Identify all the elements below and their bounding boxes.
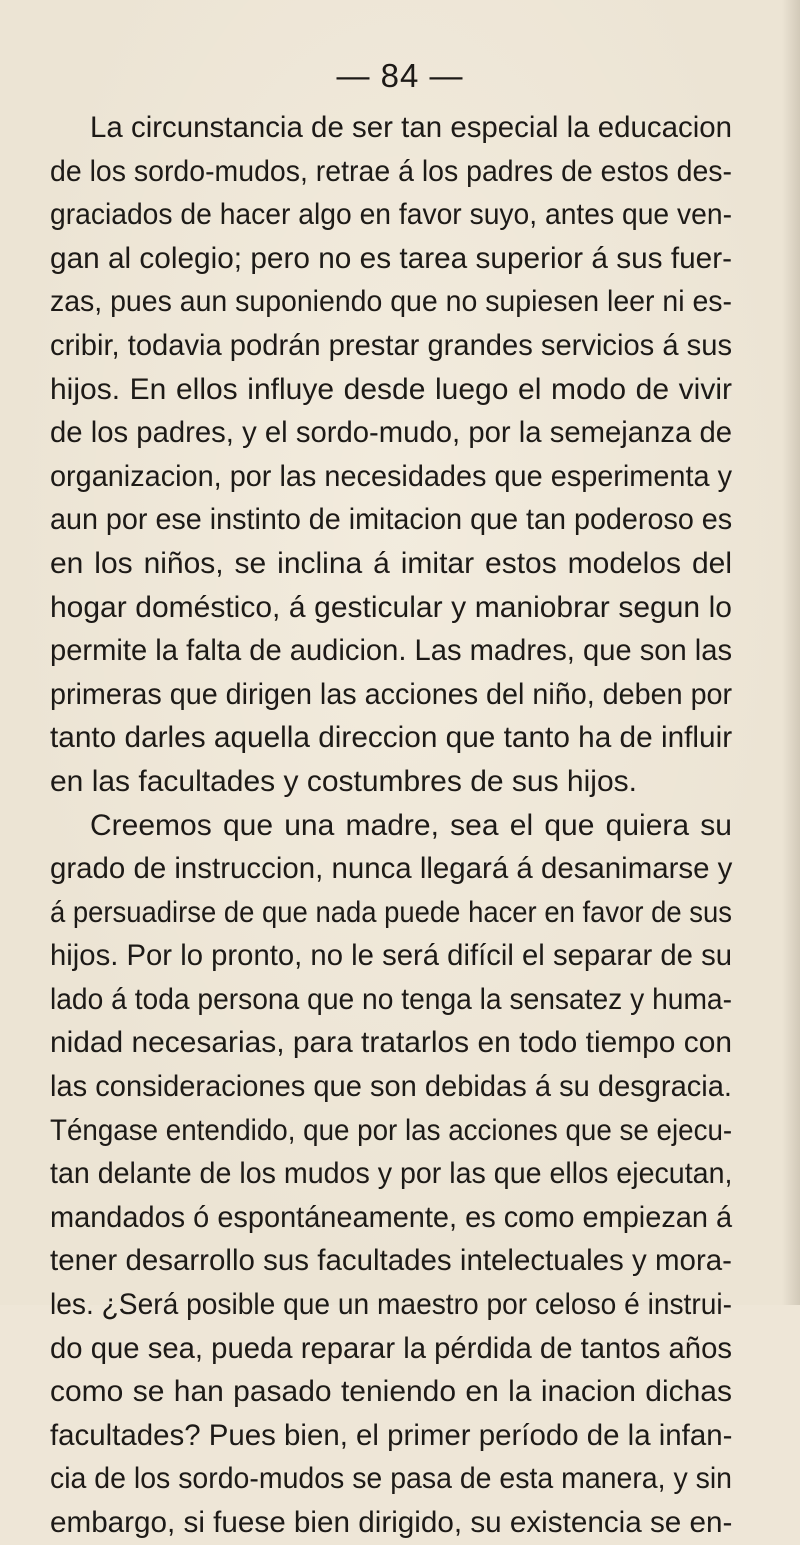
- text-line: cia de los sordo-mudos se pasa de esta manera, y sin: [50, 1462, 732, 1496]
- text-line: lado á toda persona que no tenga la sensatez y huma-: [50, 982, 732, 1016]
- text-line: como se han pasado teniendo en la inacion dichas: [50, 1375, 732, 1409]
- text-line: permite la falta de audicion. Las madres, que son las: [50, 634, 733, 668]
- text-line: de los sordo-mudos, retrae á los padres de estos des-: [50, 154, 732, 188]
- text-line: graciados de hacer algo en favor suyo, antes que ven-: [50, 198, 732, 232]
- text-line: hijos. Por lo pronto, no le será difícil el separar de su: [50, 939, 732, 973]
- text-line: Creemos que una madre, sea el que quiera su: [90, 808, 732, 842]
- text-line: tener desarrollo sus facultades intelectuales y mora-: [50, 1244, 732, 1278]
- page-number: — 84 —: [336, 57, 464, 94]
- text-line: cribir, todavia podrán prestar grandes servicios á sus: [50, 328, 733, 362]
- text-line: primeras que dirigen las acciones del niño, deben por: [50, 677, 733, 711]
- text-line: Téngase entendido, que por las acciones que se ejecu-: [50, 1113, 733, 1147]
- text-line: á persuadirse de que nada puede hacer en favor de sus: [50, 895, 732, 929]
- text-line: embargo, si fuese bien dirigido, su existencia se en-: [50, 1506, 733, 1539]
- text-line: las consideraciones que son debidas á su desgracia.: [50, 1070, 732, 1104]
- text-line: les. ¿Será posible que un maestro por celoso é instrui-: [50, 1288, 733, 1322]
- text-line: La circunstancia de ser tan especial la educacion: [90, 111, 732, 144]
- text-line: en las facultades y costumbres de sus hijos.: [50, 764, 637, 798]
- page-edge-shadow: [782, 0, 800, 1305]
- text-line: organizacion, por las necesidades que esperimenta y: [50, 459, 732, 493]
- body-text: [50, 106, 732, 1545]
- text-line: zas, pues aun suponiendo que no supiesen leer ni es-: [50, 285, 732, 319]
- text-line: grado de instruccion, nunca llegará á desanimarse y: [50, 852, 733, 886]
- text-line: de los padres, y el sordo-mudo, por la semejanza de: [50, 416, 732, 450]
- text-line: do que sea, pueda reparar la pérdida de tantos años: [50, 1331, 732, 1365]
- text-line: tanto darles aquella direccion que tanto ha de influir: [50, 721, 733, 755]
- text-line: hijos. En ellos influye desde luego el modo de vivir: [50, 372, 732, 406]
- text-line: aun por ese instinto de imitacion que tan poderoso es: [50, 503, 733, 537]
- text-line: tan delante de los mudos y por las que ellos ejecutan,: [50, 1157, 733, 1191]
- text-line: nidad necesarias, para tratarlos en todo tiempo con: [50, 1026, 732, 1060]
- text-line: mandados ó espontáneamente, es como empiezan á: [50, 1200, 733, 1234]
- text-line: facultades? Pues bien, el primer período de la infan-: [50, 1418, 733, 1452]
- text-line: en los niños, se inclina á imitar estos modelos del: [50, 546, 732, 580]
- text-line: gan al colegio; pero no es tarea superior á sus fuer-: [50, 241, 733, 275]
- text-line: hogar doméstico, á gesticular y maniobrar segun lo: [50, 590, 732, 624]
